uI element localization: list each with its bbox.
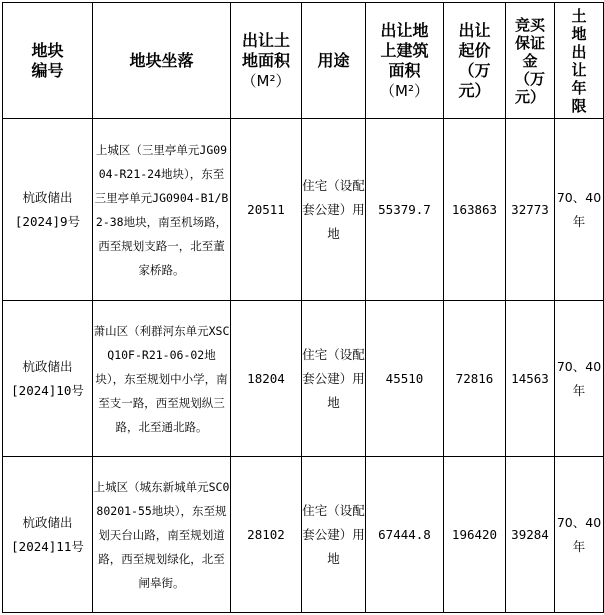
header-building-area — [366, 3, 444, 119]
land-area: 18204 — [231, 301, 302, 457]
table-row — [3, 301, 604, 457]
parcel-code: 杭政储出 [2024]9号 — [3, 119, 93, 301]
start-price: 72816 — [444, 301, 506, 457]
building-area: 45510 — [366, 301, 444, 457]
term-years: 70、40年 — [555, 119, 604, 301]
header-start-price — [444, 3, 506, 119]
header-land-area-label: 出让土地面积 — [241, 30, 290, 70]
parcel-location: 上城区（三里亭单元JG0904-R21-24地块），东至三里亭单元JG0904-B1/B2-38地块，南至机场路，西至规划支路一，北至董家桥路。 — [93, 119, 231, 301]
deposit: 39284 — [506, 457, 555, 613]
header-deposit-label: 竞买保证金 — [514, 15, 545, 70]
header-land-area — [231, 3, 302, 119]
building-area: 55379.7 — [366, 119, 444, 301]
header-building-area-unit: （M²） — [380, 81, 429, 100]
start-price: 196420 — [444, 457, 506, 613]
table-row — [3, 119, 604, 301]
header-row — [3, 3, 604, 119]
start-price: 163863 — [444, 119, 506, 301]
parcel-location: 萧山区（利群河东单元XSCQ10F-R21-06-02地块），东至规划中小学，南至支一路，西至规划纵三路，北至通北路。 — [93, 301, 231, 457]
table-header — [3, 3, 604, 119]
header-start-price-unit: （万元） — [458, 60, 491, 100]
parcel-code: 杭政储出 [2024]10号 — [3, 301, 93, 457]
land-area: 28102 — [231, 457, 302, 613]
header-code: 地块编号 — [3, 3, 93, 119]
header-deposit-unit: （万元） — [514, 69, 545, 106]
land-usage: 住宅（设配套公建）用地 — [302, 457, 366, 613]
parcel-code: 杭政储出 [2024]11号 — [3, 457, 93, 613]
header-building-area-label: 出让地上建筑面积 — [380, 20, 429, 80]
parcel-location: 上城区（城东新城单元SC080201-55地块），东至规划天台山路，南至规划道路，西至规划绿化，北至闸皋街。 — [93, 457, 231, 613]
deposit: 32773 — [506, 119, 555, 301]
header-land-area-unit: （M²） — [241, 71, 291, 90]
building-area: 67444.8 — [366, 457, 444, 613]
header-usage: 用途 — [302, 3, 366, 119]
land-area: 20511 — [231, 119, 302, 301]
header-deposit — [506, 3, 555, 119]
land-auction-table — [2, 2, 604, 613]
deposit: 14563 — [506, 301, 555, 457]
term-years: 70、40年 — [555, 457, 604, 613]
header-location: 地块坐落 — [93, 3, 231, 119]
land-usage: 住宅（设配套公建）用地 — [302, 119, 366, 301]
table-body — [3, 119, 604, 613]
header-start-price-label: 出让起价 — [458, 20, 491, 60]
term-years: 70、40年 — [555, 301, 604, 457]
table-row — [3, 457, 604, 613]
header-term: 土地出让年限 — [555, 3, 604, 119]
land-usage: 住宅（设配套公建）用地 — [302, 301, 366, 457]
